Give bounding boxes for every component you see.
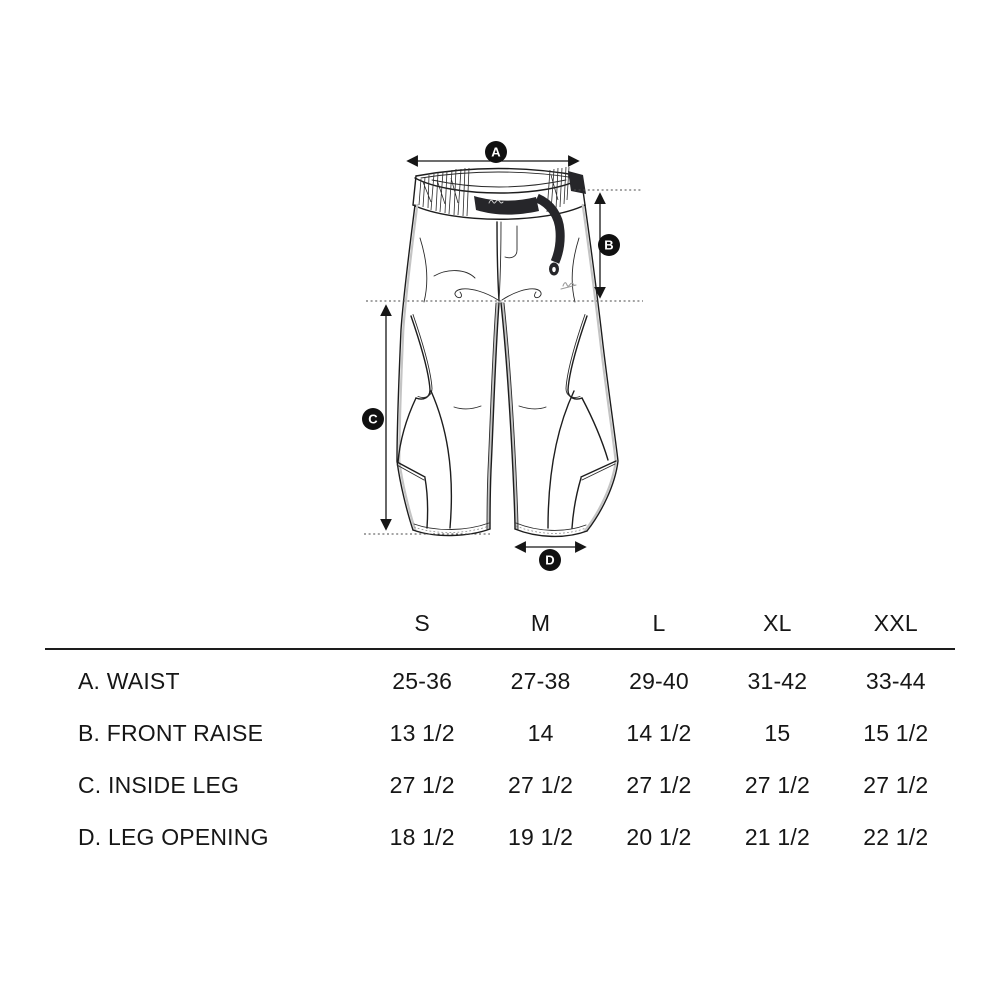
measurement-d <box>516 547 585 571</box>
cell-front-raise-xxl: 15 1/2 <box>863 719 929 746</box>
belt-strap-ring-hole <box>552 267 556 272</box>
cell-inside-leg-m: 27 1/2 <box>508 771 574 798</box>
measurement-a <box>408 141 578 163</box>
cell-waist-xl: 31-42 <box>747 667 808 694</box>
cell-waist-s: 25-36 <box>392 667 453 694</box>
cell-leg-opening-xl: 21 1/2 <box>744 823 810 850</box>
cell-waist-l: 29-40 <box>629 667 689 694</box>
cell-front-raise-s: 13 1/2 <box>389 719 455 746</box>
right-hip-drape <box>572 238 579 302</box>
right-pocket-to-cargo-seam <box>582 398 608 460</box>
cell-leg-opening-xxl: 22 1/2 <box>863 823 929 850</box>
marker-c-letter: C <box>368 411 378 427</box>
thigh-logo-icon <box>561 283 576 289</box>
left-pocket-opening <box>411 316 430 399</box>
measurement-b <box>598 194 620 297</box>
size-header-xxl: XXL <box>873 609 918 636</box>
row-label: B. FRONT RAISE <box>78 719 264 746</box>
cell-waist-xxl: 33-44 <box>865 667 926 694</box>
table-row-leg-opening <box>45 811 955 863</box>
fly-seam <box>497 222 499 301</box>
cell-front-raise-l: 14 1/2 <box>626 719 692 746</box>
size-header-row <box>45 598 955 648</box>
size-table <box>45 598 955 863</box>
row-label: A. WAIST <box>78 667 180 694</box>
right-pocket-opening <box>568 316 587 399</box>
cell-inside-leg-xxl: 27 1/2 <box>863 771 929 798</box>
marker-a-letter: A <box>491 144 501 160</box>
belt-front-band <box>474 196 539 215</box>
right-cargo-seam <box>572 478 581 528</box>
cell-inside-leg-s: 27 1/2 <box>389 771 455 798</box>
left-panel-seam <box>431 391 451 528</box>
left-leg-seams <box>397 238 481 528</box>
size-header-s: S <box>414 609 430 636</box>
hem-right <box>515 523 587 536</box>
cell-front-raise-xl: 15 <box>764 719 791 746</box>
fly-and-wrinkles <box>434 222 541 301</box>
legs <box>397 205 618 536</box>
cell-inside-leg-xl: 27 1/2 <box>744 771 810 798</box>
right-knee-wrinkle <box>519 406 546 409</box>
table-row-waist <box>45 655 955 707</box>
size-header-l: L <box>652 609 666 636</box>
belt-side-wrap <box>568 171 586 194</box>
left-knee-wrinkle <box>454 406 481 409</box>
row-label: D. LEG OPENING <box>78 823 269 850</box>
left-hip-drape <box>420 238 427 302</box>
row-label: C. INSIDE LEG <box>78 771 240 798</box>
size-header-xl: XL <box>763 609 792 636</box>
right-leg-seams <box>519 238 616 528</box>
table-row-inside-leg <box>45 759 955 811</box>
fly-stitch <box>499 222 501 301</box>
cell-leg-opening-m: 19 1/2 <box>508 823 574 850</box>
cell-inside-leg-l: 27 1/2 <box>626 771 692 798</box>
cell-leg-opening-l: 20 1/2 <box>626 823 692 850</box>
marker-b-letter: B <box>604 237 614 253</box>
pants-illustration <box>362 141 643 571</box>
wrinkle-crotch-left <box>455 289 498 300</box>
right-cargo-flap-stitch <box>582 464 615 480</box>
belt-strap <box>537 198 560 262</box>
size-header-m: M <box>530 609 551 636</box>
left-cargo-seam <box>425 478 428 528</box>
cell-waist-m: 27-38 <box>510 667 571 694</box>
drawcord <box>505 226 517 258</box>
waistband-top-rim-inner <box>421 172 576 178</box>
wrinkle-crotch-right <box>502 289 541 300</box>
measurement-c <box>362 306 386 529</box>
cell-leg-opening-s: 18 1/2 <box>389 823 455 850</box>
right-cargo-flap <box>581 461 616 477</box>
marker-d-letter: D <box>545 552 555 568</box>
wrinkle-upper-left <box>434 271 475 278</box>
cell-front-raise-m: 14 <box>527 719 554 746</box>
table-body <box>45 650 955 863</box>
table-row-front-raise <box>45 707 955 759</box>
right-panel-seam <box>548 391 574 528</box>
